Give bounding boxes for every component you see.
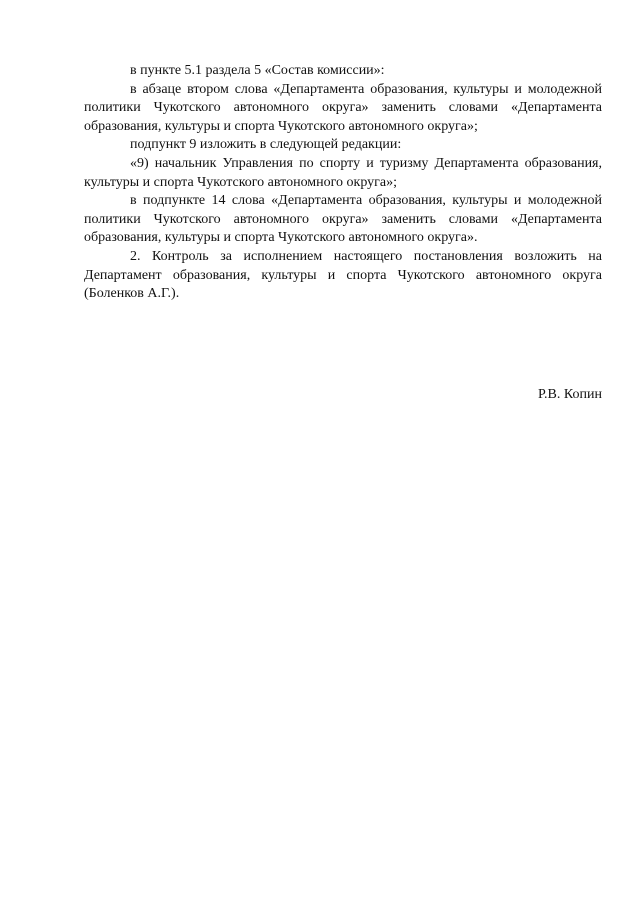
document-body	[84, 62, 602, 304]
paragraph-second-subparagraph: в абзаце втором слова «Департамента образования, культуры и молодежной политики Чукотского автономного округа» заменить словами «Департамента образования, культуры и спорта Чукотского автономного округа»;	[84, 81, 602, 134]
paragraph-section-5-1: в пункте 5.1 раздела 5 «Состав комиссии»:	[130, 63, 385, 78]
paragraph-subitem-9-intro: подпункт 9 изложить в следующей редакции:	[130, 137, 402, 153]
paragraph-control-clause: 2. Контроль за исполнением настоящего постановления возложить на Департамент образования, культуры и спорта Чукотского автономного округа (Боленков А.Г.).	[84, 248, 602, 302]
paragraph-subitem-14: в подпункте 14 слова «Департамента образования, культуры и молодежной политики Чукотского автономного округа» заменить словами «Департамента образования, культуры и спорта Чукотского автономного округа».	[84, 193, 602, 246]
paragraph-subitem-9-text: «9) начальник Управления по спорту и туризму Департамента образования, культуры и спорта Чукотского автономного округа»;	[84, 155, 602, 190]
signature-name: Р.В. Копин	[538, 387, 602, 402]
